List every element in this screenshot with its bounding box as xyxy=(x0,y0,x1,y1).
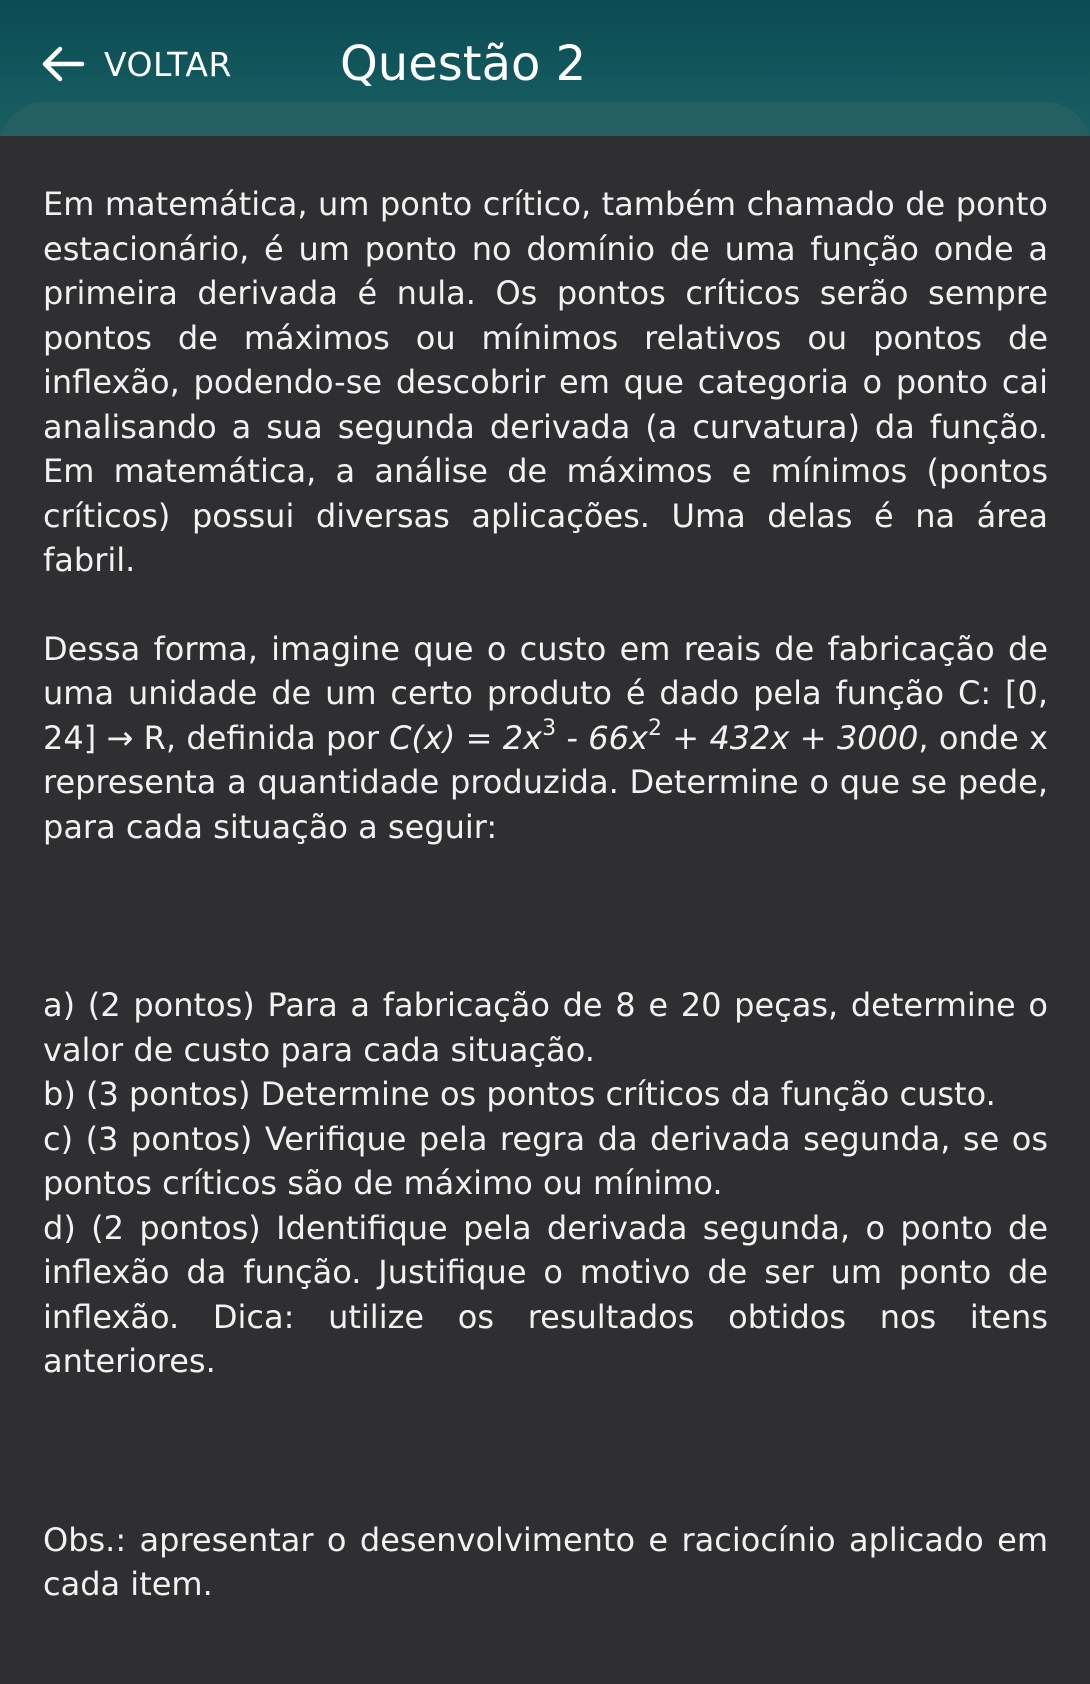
formula-mid: - 66x xyxy=(556,718,648,757)
formula-exponent-2: 2 xyxy=(647,715,662,741)
header-sheet xyxy=(0,102,1090,136)
item-a: a) (2 pontos) Para a fabricação de 8 e 20 peças, determine o valor de custo para cada situação. xyxy=(43,986,1048,1069)
items-list xyxy=(43,983,1048,1384)
formula-exponent-3: 3 xyxy=(542,715,557,741)
cost-formula xyxy=(389,715,919,757)
page-title: Questão 2 xyxy=(340,36,587,92)
intro-paragraph: Em matemática, um ponto crítico, também chamado de ponto estacionário, é um ponto no domínio de uma função onde a primeira derivada é nula. Os pontos críticos serão sempre pontos de máximos ou mínimos relativos ou pontos de inflexão, podendo-se descobrir em que categoria o ponto cai analisando a sua segunda derivada (a curvatura) da função. Em matemática, a análise de máximos e mínimos (pontos críticos) possui diversas aplicações. Uma delas é na área fabril. xyxy=(43,185,1048,579)
item-c: c) (3 pontos) Verifique pela regra da derivada segunda, se os pontos críticos são de máximo ou mínimo. xyxy=(43,1119,1048,1202)
formula-rhs: + 432x + 3000 xyxy=(661,718,919,757)
item-b: b) (3 pontos) Determine os pontos críticos da função custo. xyxy=(43,1075,996,1113)
problem-text-before: Dessa forma, imagine que o custo em reais de fabricação de uma unidade de um certo produto é dado pela função C: [0, 24] → R, definida por xyxy=(43,629,1048,757)
back-button-label: VOLTAR xyxy=(104,44,232,84)
formula-lhs: C(x) = 2x xyxy=(389,718,543,757)
item-d: d) (2 pontos) Identifique pela derivada segunda, o ponto de inflexão da função. Justifique o motivo de ser um ponto de inflexão. Dica: utilize os resultados obtidos nos itens anteriores. xyxy=(43,1208,1048,1380)
app-header xyxy=(0,0,1090,136)
question-content xyxy=(43,182,1048,1607)
arrow-left-icon xyxy=(38,39,88,89)
back-button[interactable] xyxy=(38,36,232,92)
obs-paragraph: Obs.: apresentar o desenvolvimento e raciocínio aplicado em cada item. xyxy=(43,1520,1048,1603)
problem-paragraph xyxy=(43,627,1048,850)
problem-text-after: , onde x representa a quantidade produzida. Determine o que se pede, para cada situação a seguir: xyxy=(43,718,1049,846)
